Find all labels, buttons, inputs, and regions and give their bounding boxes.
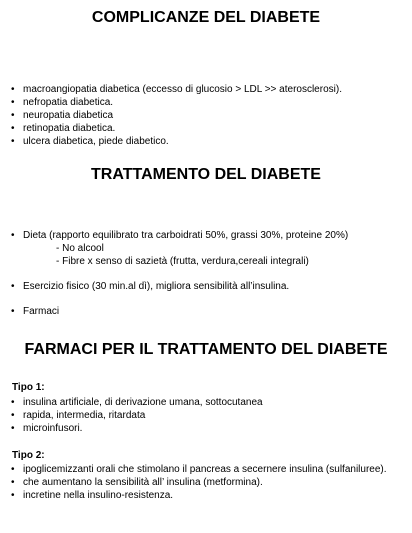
list-item: • macroangiopatia diabetica (eccesso di glucosio > LDL >> aterosclerosi). bbox=[10, 83, 405, 96]
list-item: • ulcera diabetica, piede diabetico. bbox=[10, 135, 405, 148]
treatment-title: TRATTAMENTO DEL DIABETE bbox=[91, 166, 321, 183]
list-item: • che aumentano la sensibilità all’ insulina (metformina). bbox=[10, 476, 390, 489]
complications-title: COMPLICANZE DEL DIABETE bbox=[91, 9, 321, 26]
diet-sub-item: - No alcool bbox=[56, 243, 104, 254]
drugs-title: FARMACI PER IL TRATTAMENTO DEL DIABETE bbox=[24, 341, 388, 358]
list-item: • microinfusori. bbox=[10, 422, 405, 435]
list-item: • nefropatia diabetica. bbox=[10, 96, 405, 109]
list-item-exercise: • Esercizio fisico (30 min.al dì), migliora sensibilità all’insulina. bbox=[10, 280, 405, 293]
type2-heading: Tipo 2: bbox=[12, 450, 45, 461]
type1-heading: Tipo 1: bbox=[12, 382, 45, 393]
list-item: • incretine nella insulino-resistenza. bbox=[10, 489, 390, 502]
list-item: • ipoglicemizzanti orali che stimolano il pancreas a secernere insulina (sulfaniluree). bbox=[10, 463, 390, 476]
complications-list bbox=[10, 83, 405, 148]
list-item: • neuropatia diabetica bbox=[10, 109, 405, 122]
list-item-diet bbox=[10, 229, 405, 242]
type2-list bbox=[10, 463, 390, 502]
treatment-list bbox=[10, 229, 405, 318]
diet-text: Dieta (rapporto equilibrato tra carboidrati 50%, grassi 30%, proteine 20%) bbox=[23, 230, 349, 241]
list-item: • insulina artificiale, di derivazione umana, sottocutanea bbox=[10, 396, 405, 409]
diet-sub-item: - Fibre x senso di sazietà (frutta, verdura,cereali integrali) bbox=[56, 256, 309, 267]
list-item: • retinopatia diabetica. bbox=[10, 122, 405, 135]
type1-list bbox=[10, 396, 405, 435]
list-item-drugs: • Farmaci bbox=[10, 305, 405, 318]
list-item: • rapida, intermedia, ritardata bbox=[10, 409, 405, 422]
